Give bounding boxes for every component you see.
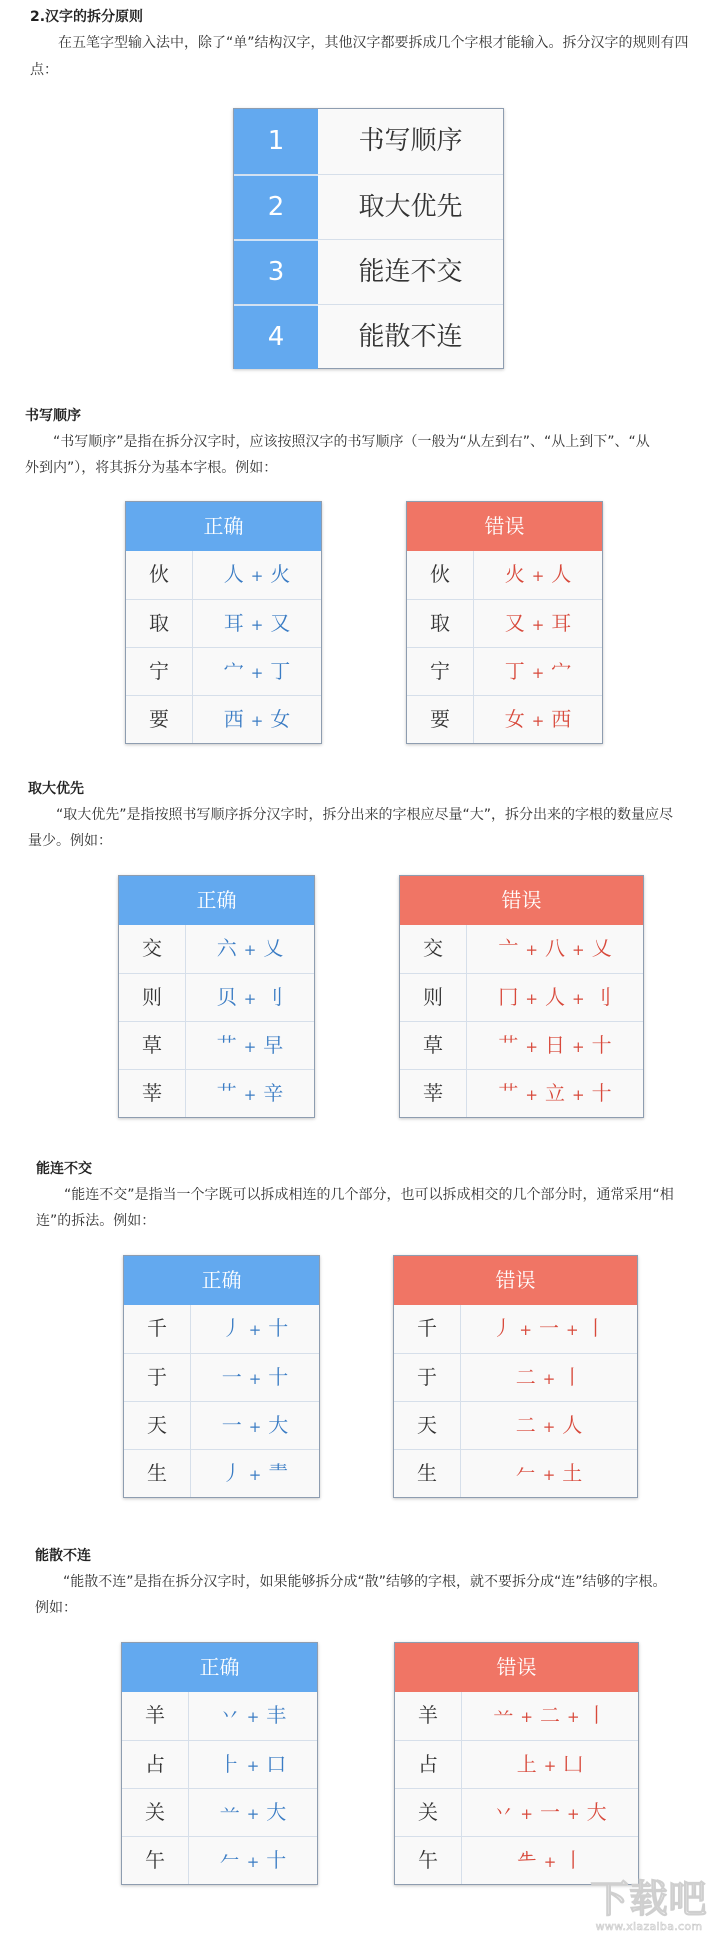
component-list [193, 648, 321, 695]
table-row [124, 1449, 319, 1497]
component-list [191, 1450, 319, 1497]
radical-component: 一 [540, 1800, 560, 1824]
plus-sign: + [250, 567, 264, 585]
plus-sign: + [542, 1466, 556, 1484]
table-row [395, 1740, 638, 1788]
table-row [400, 925, 643, 973]
correct-example-table [118, 875, 315, 1118]
section-paragraph-line: 外到内”），将其拆分为基本字根。例如： [25, 460, 278, 476]
component-list [186, 974, 314, 1021]
radical-component: 辛 [263, 1081, 284, 1105]
source-character: 占 [395, 1741, 462, 1788]
radical-component: 耳 [551, 611, 572, 635]
source-character: 千 [394, 1305, 461, 1353]
radical-component: 又 [270, 611, 291, 635]
component-list [462, 1692, 638, 1740]
section-paragraph-line: “能连不交”是指当一个字既可以拆成相连的几个部分，也可以拆成相交的几个部分时，通常采用“相 [64, 1187, 674, 1203]
radical-component: 土 [562, 1461, 583, 1485]
source-character: 草 [119, 1022, 186, 1069]
radical-component: 丨 [585, 1316, 606, 1340]
plus-sign: + [543, 1757, 557, 1775]
radical-component: 大 [268, 1413, 289, 1437]
plus-sign: + [531, 664, 545, 682]
radical-component: 口 [266, 1752, 287, 1776]
radical-component: 人 [562, 1413, 583, 1437]
source-character: 于 [124, 1354, 191, 1401]
source-character: 莘 [119, 1070, 186, 1117]
plus-sign: + [248, 1466, 262, 1484]
table-row [407, 647, 602, 695]
component-list [189, 1837, 317, 1884]
radical-component: 丨 [586, 1703, 607, 1727]
component-list [193, 600, 321, 647]
component-list [461, 1354, 637, 1401]
rule-label: 书写顺序 [358, 126, 463, 156]
source-character: 羊 [122, 1692, 189, 1740]
radical-component: 亠 [498, 936, 519, 960]
radical-component: 䒑 [219, 1800, 240, 1824]
radical-component: 十 [268, 1316, 289, 1340]
rule-number: 4 [234, 305, 318, 369]
rule-label: 取大优先 [358, 192, 463, 222]
radical-component: 䒑 [493, 1703, 514, 1727]
plus-sign: + [243, 941, 257, 959]
component-list [467, 974, 643, 1021]
correct-table-header: 正确 [122, 1643, 317, 1692]
plus-sign: + [531, 567, 545, 585]
source-character: 草 [400, 1022, 467, 1069]
radical-component: 上 [516, 1752, 537, 1776]
plus-sign: + [246, 1757, 260, 1775]
table-row [122, 1692, 317, 1740]
plus-sign: + [567, 1805, 580, 1823]
radical-component: 艹 [498, 1081, 519, 1105]
table-row [126, 695, 321, 743]
rule-number: 2 [234, 175, 318, 239]
component-list [474, 648, 602, 695]
radical-component: 丿 [492, 1316, 513, 1340]
plus-sign: + [572, 1038, 585, 1056]
radical-component: 丁 [270, 659, 291, 683]
table-row [122, 1788, 317, 1836]
radical-component: 十 [591, 1081, 612, 1105]
table-row [400, 1069, 643, 1117]
radical-component: 火 [504, 562, 525, 586]
source-character: 宁 [126, 648, 193, 695]
radical-component: 大 [586, 1800, 607, 1824]
plus-sign: + [250, 616, 264, 634]
radical-component: 早 [263, 1033, 284, 1057]
section-heading-separate-not-connect: 能散不连 [35, 1548, 91, 1564]
radical-component: 十 [266, 1848, 287, 1872]
radical-component: 一 [539, 1316, 559, 1340]
radical-component: 乂 [591, 936, 612, 960]
radical-component: 二 [540, 1703, 560, 1727]
correct-table-header: 正确 [126, 502, 321, 551]
rule-label: 能连不交 [358, 257, 463, 287]
source-character: 关 [122, 1789, 189, 1836]
radical-component: 丷 [493, 1800, 514, 1824]
intro-paragraph-line: 点： [30, 62, 58, 78]
section-paragraph-line: “能散不连”是指在拆分汉字时，如果能够拆分成“散”结够的字根，就不要拆分成“连”结够的字根。 [63, 1574, 667, 1590]
source-character: 则 [119, 974, 186, 1021]
component-list [467, 1070, 643, 1117]
component-list [193, 696, 321, 743]
component-list [462, 1789, 638, 1836]
source-character: 午 [395, 1837, 462, 1884]
table-row [126, 599, 321, 647]
plus-sign: + [572, 990, 585, 1008]
plus-sign: + [248, 1321, 262, 1339]
intro-paragraph-line: 在五笔字型输入法中，除了“单”结构汉字，其他汉字都要拆成几个字根才能输入。拆分汉字的规则有四 [58, 35, 689, 51]
plus-sign: + [531, 712, 545, 730]
source-character: 交 [400, 925, 467, 973]
wrong-table-header: 错误 [395, 1643, 638, 1692]
component-list [189, 1692, 317, 1740]
plus-sign: + [248, 1418, 262, 1436]
wrong-table-header: 错误 [394, 1256, 637, 1305]
component-list [191, 1402, 319, 1449]
source-character: 交 [119, 925, 186, 973]
plus-sign: + [525, 1086, 538, 1104]
source-character: 占 [122, 1741, 189, 1788]
component-list [474, 600, 602, 647]
source-character: 天 [394, 1402, 461, 1449]
radical-component: 二 [515, 1365, 536, 1389]
radical-component: 人 [551, 562, 572, 586]
source-character: 伙 [126, 551, 193, 599]
section-paragraph-line: “取大优先”是指按照书写顺序拆分汉字时，拆分出来的字根应尽量“大”，拆分出来的字根的数量应尽 [56, 807, 674, 823]
plus-sign: + [520, 1805, 533, 1823]
plus-sign: + [542, 1370, 556, 1388]
source-character: 千 [124, 1305, 191, 1353]
component-list [474, 696, 602, 743]
radical-component: 宀 [551, 659, 572, 683]
radical-component: 十 [591, 1033, 612, 1057]
table-row [400, 973, 643, 1021]
radical-component: 人 [545, 985, 565, 1009]
watermark-logo: 下载吧 [590, 1877, 708, 1921]
component-list [191, 1305, 319, 1353]
source-character: 宁 [407, 648, 474, 695]
radical-component: 大 [266, 1800, 287, 1824]
radical-component: 火 [270, 562, 291, 586]
table-row [119, 1021, 314, 1069]
radical-component: 艹 [216, 1081, 237, 1105]
source-character: 天 [124, 1402, 191, 1449]
plus-sign: + [520, 1708, 533, 1726]
source-character: 午 [122, 1837, 189, 1884]
radical-component: 乂 [263, 936, 284, 960]
radical-component: 一 [221, 1365, 242, 1389]
source-character: 要 [407, 696, 474, 743]
component-list [461, 1450, 637, 1497]
section-paragraph-line: “书写顺序”是指在拆分汉字时，应该按照汉字的书写顺序（一般为“从左到右”、“从上到下”、“从 [53, 434, 650, 450]
table-row [119, 1069, 314, 1117]
source-character: 取 [126, 600, 193, 647]
radical-component: 六 [216, 936, 237, 960]
wrong-example-table [394, 1642, 639, 1885]
radical-component: 艹 [498, 1033, 519, 1057]
correct-table-header: 正确 [124, 1256, 319, 1305]
radical-component: 丨 [562, 1365, 583, 1389]
table-row [395, 1788, 638, 1836]
radical-component: ⺊ [219, 1752, 240, 1776]
watermark [582, 1878, 716, 1933]
plus-sign: + [246, 1853, 260, 1871]
plus-sign: + [246, 1708, 260, 1726]
plus-sign: + [243, 990, 257, 1008]
table-row [395, 1692, 638, 1740]
component-list [461, 1305, 637, 1353]
component-list [193, 551, 321, 599]
correct-example-table [125, 501, 322, 744]
radical-component: 人 [223, 562, 244, 586]
radical-component: 西 [223, 707, 244, 731]
radical-component: 丿 [221, 1461, 242, 1485]
section-heading-writing-order: 书写顺序 [25, 408, 81, 424]
source-character: 生 [394, 1450, 461, 1497]
table-row [122, 1836, 317, 1884]
rule-number: 1 [234, 109, 318, 174]
wrong-example-table [399, 875, 644, 1118]
source-character: 要 [126, 696, 193, 743]
plus-sign: + [246, 1805, 260, 1823]
section-paragraph-line: 量少。例如： [28, 833, 112, 849]
rules-row [234, 304, 503, 369]
section-paragraph-line: 连”的拆法。例如： [36, 1213, 156, 1229]
rule-number: 3 [234, 240, 318, 304]
radical-component: 刂 [263, 985, 284, 1009]
radical-component: 丿 [221, 1316, 242, 1340]
radical-component: 耳 [223, 611, 244, 635]
source-character: 取 [407, 600, 474, 647]
wrong-example-table [406, 501, 603, 744]
wrong-table-header: 错误 [407, 502, 602, 551]
source-character: 莘 [400, 1070, 467, 1117]
radical-component: 刂 [591, 985, 612, 1009]
radical-component: 丁 [504, 659, 525, 683]
radical-component: 宀 [223, 659, 244, 683]
component-list [461, 1402, 637, 1449]
section-heading-largest-first: 取大优先 [28, 781, 84, 797]
plus-sign: + [248, 1370, 262, 1388]
plus-sign: + [572, 1086, 585, 1104]
component-list [191, 1354, 319, 1401]
component-list [462, 1741, 638, 1788]
table-row [407, 551, 602, 599]
radical-component: 冂 [498, 985, 519, 1009]
radical-component: 𠂒 [516, 1848, 537, 1872]
table-row [394, 1305, 637, 1353]
rules-row [234, 109, 503, 174]
section-paragraph-line: 例如： [35, 1600, 77, 1616]
component-list [474, 551, 602, 599]
rules-table [233, 108, 504, 369]
radical-component: 艹 [216, 1033, 237, 1057]
plus-sign: + [243, 1038, 257, 1056]
table-row [126, 647, 321, 695]
correct-table-header: 正确 [119, 876, 314, 925]
table-row [407, 695, 602, 743]
plus-sign: + [531, 616, 545, 634]
radical-component: 二 [515, 1413, 536, 1437]
wrong-example-table [393, 1255, 638, 1498]
component-list [467, 925, 643, 973]
source-character: 于 [394, 1354, 461, 1401]
radical-component: 西 [551, 707, 572, 731]
component-list [189, 1789, 317, 1836]
correct-example-table [121, 1642, 318, 1885]
plus-sign: + [525, 1038, 538, 1056]
component-list [189, 1741, 317, 1788]
source-character: 关 [395, 1789, 462, 1836]
component-list [467, 1022, 643, 1069]
table-row [407, 599, 602, 647]
radical-component: 八 [545, 936, 565, 960]
article-title: 2.汉字的拆分原则 [30, 9, 144, 25]
plus-sign: + [542, 1418, 556, 1436]
radical-component: 丷 [219, 1703, 240, 1727]
radical-component: 一 [221, 1413, 242, 1437]
radical-component: 凵 [563, 1752, 584, 1776]
table-row [394, 1401, 637, 1449]
radical-component: 日 [545, 1033, 565, 1057]
table-row [126, 551, 321, 599]
table-row [119, 973, 314, 1021]
component-list [186, 1022, 314, 1069]
plus-sign: + [525, 941, 538, 959]
radical-component: 十 [268, 1365, 289, 1389]
rules-row [234, 239, 503, 304]
plus-sign: + [250, 712, 264, 730]
rule-label: 能散不连 [358, 322, 463, 352]
plus-sign: + [572, 941, 585, 959]
table-row [394, 1449, 637, 1497]
section-heading-connect-not-cross: 能连不交 [36, 1161, 92, 1177]
radical-component: 又 [504, 611, 525, 635]
radical-component: 𠂉 [515, 1461, 536, 1485]
table-row [119, 925, 314, 973]
source-character: 伙 [407, 551, 474, 599]
plus-sign: + [250, 664, 264, 682]
table-row [124, 1305, 319, 1353]
radical-component: 贝 [216, 985, 237, 1009]
plus-sign: + [243, 1086, 257, 1104]
rules-row [234, 174, 503, 239]
radical-component: 立 [545, 1081, 565, 1105]
table-row [394, 1353, 637, 1401]
radical-component: 女 [504, 707, 525, 731]
component-list [186, 925, 314, 973]
radical-component: 女 [270, 707, 291, 731]
correct-example-table [123, 1255, 320, 1498]
table-row [122, 1740, 317, 1788]
source-character: 生 [124, 1450, 191, 1497]
plus-sign: + [567, 1708, 580, 1726]
radical-component: 𠂉 [219, 1848, 240, 1872]
table-row [124, 1401, 319, 1449]
watermark-url: www.xiazaiba.com [595, 1920, 703, 1933]
source-character: 则 [400, 974, 467, 1021]
wrong-table-header: 错误 [400, 876, 643, 925]
component-list [186, 1070, 314, 1117]
table-row [124, 1353, 319, 1401]
radical-component: 龶 [268, 1461, 289, 1485]
source-character: 羊 [395, 1692, 462, 1740]
table-row [400, 1021, 643, 1069]
radical-component: 丨 [563, 1848, 584, 1872]
plus-sign: + [519, 1321, 532, 1339]
plus-sign: + [566, 1321, 579, 1339]
plus-sign: + [543, 1853, 557, 1871]
plus-sign: + [525, 990, 538, 1008]
radical-component: 丰 [266, 1703, 287, 1727]
